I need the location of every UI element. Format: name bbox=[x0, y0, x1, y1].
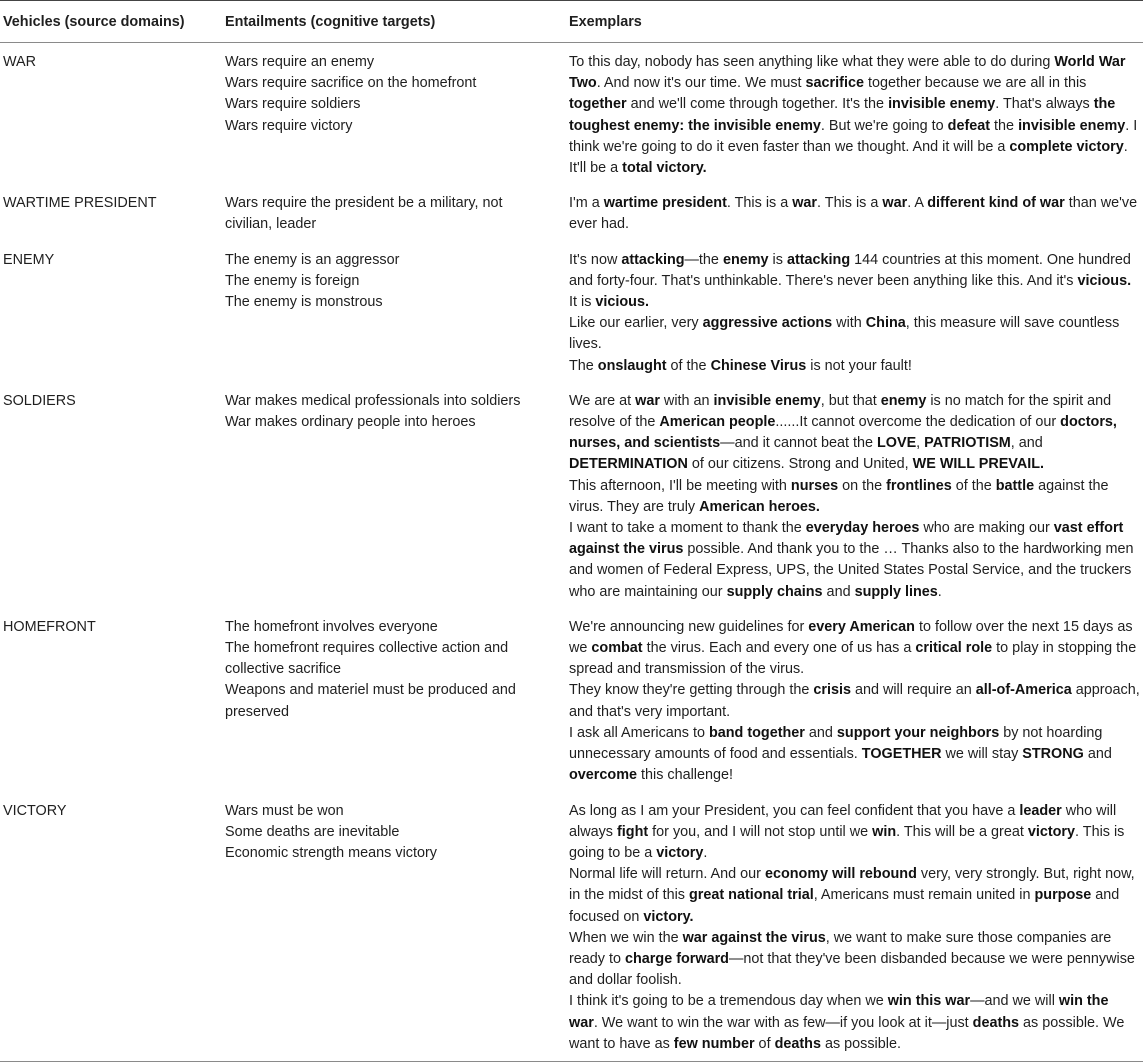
exemplar-text: by not hoarding unnecessary amounts of food and essentials. bbox=[569, 724, 1103, 763]
bold-phrase: invisible enemy bbox=[1018, 117, 1126, 134]
bold-phrase: World War Two bbox=[569, 54, 1126, 92]
header-exemplars: Exemplars bbox=[566, 1, 1143, 43]
table-row bbox=[0, 608, 1143, 792]
exemplars-cell bbox=[566, 241, 1143, 382]
bold-phrase: complete victory bbox=[1009, 138, 1124, 155]
bold-phrase: together bbox=[569, 96, 627, 113]
exemplar-text: and bbox=[1083, 746, 1112, 763]
vehicle-cell: HOMEFRONT bbox=[3, 618, 96, 635]
vehicle-cell: ENEMY bbox=[3, 251, 55, 268]
exemplar-text: . bbox=[937, 583, 942, 600]
exemplar-text: As long as I am your President, you can feel confident that you have a bbox=[569, 802, 1020, 819]
entailment-item: Wars require sacrifice on the homefront bbox=[225, 75, 477, 92]
exemplar-paragraph bbox=[569, 356, 1141, 377]
entailments-cell bbox=[222, 792, 566, 1062]
exemplar-text: This afternoon, I'll be meeting with bbox=[569, 477, 791, 494]
entailment-item: The homefront requires collective action and collective sacrifice bbox=[225, 640, 509, 678]
entailment-item: Wars require the president be a military, not civilian, leader bbox=[225, 195, 503, 233]
bold-phrase: war against the virus bbox=[682, 929, 826, 946]
exemplar-text: who will always bbox=[569, 802, 1117, 840]
bold-phrase: vast effort against the virus bbox=[569, 520, 1124, 558]
exemplar-text: of the bbox=[666, 357, 711, 374]
bold-phrase: vicious. bbox=[595, 294, 649, 311]
exemplar-text: of bbox=[754, 1035, 775, 1052]
exemplar-text: with bbox=[832, 315, 866, 332]
exemplar-paragraph bbox=[569, 617, 1141, 681]
exemplar-text: of our citizens. Strong and United, bbox=[687, 456, 913, 473]
bold-phrase: great national trial bbox=[688, 887, 814, 904]
exemplar-text: of the bbox=[951, 477, 996, 494]
exemplar-text: and we'll come through together. It's the bbox=[626, 96, 889, 113]
bold-phrase: frontlines bbox=[886, 477, 952, 494]
exemplar-paragraph bbox=[569, 518, 1141, 603]
exemplar-text: against the virus. They are truly bbox=[569, 477, 1109, 515]
entailment-item: Wars require victory bbox=[225, 117, 353, 134]
exemplar-paragraph bbox=[569, 476, 1141, 518]
entailment-item: War makes ordinary people into heroes bbox=[225, 414, 476, 431]
bold-phrase: enemy bbox=[722, 251, 769, 268]
bold-phrase: victory bbox=[1027, 823, 1076, 840]
exemplar-paragraph bbox=[569, 864, 1141, 928]
exemplar-text: very, very strongly. But, right now, in the midst of this bbox=[569, 866, 1135, 904]
table-row bbox=[0, 241, 1143, 382]
exemplar-text: When we win the bbox=[569, 929, 683, 946]
exemplar-text: . This is going to be a bbox=[569, 823, 1125, 861]
exemplar-text: and bbox=[822, 583, 855, 600]
bold-phrase: combat bbox=[591, 640, 643, 657]
exemplar-text: They know they're getting through the bbox=[569, 682, 814, 699]
bold-phrase: war bbox=[882, 195, 908, 212]
exemplar-text: , Americans must remain united in bbox=[813, 887, 1035, 904]
exemplar-paragraph bbox=[569, 680, 1141, 722]
exemplar-text: . A bbox=[907, 195, 928, 212]
exemplar-text: To this day, nobody has seen anything like what they were able to do during bbox=[569, 54, 1055, 70]
header-row bbox=[0, 1, 1143, 43]
entailments-cell bbox=[222, 241, 566, 382]
bold-phrase: victory bbox=[656, 844, 704, 861]
bold-phrase: STRONG bbox=[1022, 746, 1084, 763]
exemplar-text: together because we are all in this bbox=[863, 75, 1087, 92]
exemplar-text: than we've ever had. bbox=[569, 195, 1138, 233]
table-row bbox=[0, 792, 1143, 1062]
exemplar-paragraph bbox=[569, 991, 1141, 1055]
bold-phrase: all-of-America bbox=[975, 682, 1072, 699]
exemplar-text: and bbox=[804, 724, 837, 741]
bold-phrase: deaths bbox=[972, 1014, 1020, 1031]
exemplar-text: . I think we're going to do it even faster than we thought. And it will be a bbox=[569, 117, 1138, 155]
exemplar-text: as possible. bbox=[820, 1035, 901, 1052]
exemplar-text: approach, and that's very important. bbox=[569, 682, 1140, 720]
table-header bbox=[0, 1, 1143, 43]
exemplar-text: with an bbox=[659, 392, 714, 409]
bold-phrase: attacking bbox=[786, 251, 851, 268]
exemplar-text: to follow over the next 15 days as we bbox=[569, 618, 1133, 657]
entailment-item: The homefront involves everyone bbox=[225, 618, 438, 635]
bold-phrase: victory. bbox=[643, 908, 694, 925]
entailment-item: War makes medical professionals into soldiers bbox=[225, 392, 521, 409]
exemplar-text: The bbox=[569, 357, 598, 374]
exemplar-text: —not that they've been disbanded because we were pennywise and dollar foolish. bbox=[569, 950, 1135, 989]
bold-phrase: DETERMINATION bbox=[569, 456, 688, 473]
exemplar-text: I ask all Americans to bbox=[569, 724, 709, 741]
bold-phrase: win bbox=[872, 823, 897, 840]
exemplar-text: and focused on bbox=[569, 887, 1120, 925]
exemplar-text: who are making our bbox=[919, 520, 1054, 537]
bold-phrase: sacrifice bbox=[805, 75, 864, 92]
bold-phrase: onslaught bbox=[597, 357, 667, 374]
exemplar-text: Like our earlier, very bbox=[569, 315, 703, 332]
bold-phrase: purpose bbox=[1034, 887, 1092, 904]
exemplars-cell bbox=[566, 184, 1143, 240]
exemplar-text: . This will be a great bbox=[896, 823, 1028, 840]
bold-phrase: nurses bbox=[790, 477, 839, 494]
bold-phrase: aggressive actions bbox=[702, 315, 833, 332]
exemplar-text: —and we will bbox=[970, 993, 1059, 1010]
exemplar-text: . And now it's our time. We must bbox=[596, 75, 806, 92]
bold-phrase: attacking bbox=[621, 251, 685, 268]
bold-phrase: support your neighbors bbox=[836, 724, 1000, 741]
exemplar-text: . But we're going to bbox=[820, 117, 948, 134]
bold-phrase: leader bbox=[1019, 802, 1062, 819]
entailments-cell bbox=[222, 608, 566, 792]
exemplar-text: . This is a bbox=[726, 195, 793, 212]
header-vehicles: Vehicles (source domains) bbox=[0, 1, 222, 43]
exemplar-text: 144 countries at this moment. One hundred and forty-four. That's unthinkable. There's never been anything like this. And it's bbox=[569, 251, 1131, 289]
exemplar-text: for you, and I will not stop until we bbox=[648, 823, 873, 840]
exemplar-text: I want to take a moment to thank the bbox=[569, 520, 806, 537]
bold-phrase: overcome bbox=[569, 767, 637, 784]
entailment-item: Wars must be won bbox=[225, 802, 344, 819]
bold-phrase: deaths bbox=[774, 1035, 821, 1052]
exemplar-paragraph bbox=[569, 250, 1141, 314]
entailments-cell bbox=[222, 43, 566, 185]
exemplar-text: this challenge! bbox=[637, 767, 733, 784]
bold-phrase: PATRIOTISM bbox=[924, 435, 1011, 452]
bold-phrase: war bbox=[792, 195, 818, 212]
exemplar-text: is bbox=[768, 251, 787, 268]
bold-phrase: win the war bbox=[569, 993, 1109, 1031]
vehicle-cell: VICTORY bbox=[0, 792, 222, 1062]
bold-phrase: different kind of war bbox=[927, 195, 1065, 212]
exemplar-text: ......It cannot overcome the dedication of our bbox=[775, 414, 1061, 431]
entailment-item: The enemy is an aggressor bbox=[225, 251, 400, 268]
exemplar-paragraph bbox=[569, 723, 1141, 787]
exemplar-text: , we want to make sure those companies are ready to bbox=[569, 929, 1112, 967]
bold-phrase: war bbox=[635, 392, 660, 409]
bold-phrase: China bbox=[865, 315, 906, 332]
table-row bbox=[0, 184, 1143, 240]
bold-phrase: battle bbox=[995, 477, 1035, 494]
bold-phrase: fight bbox=[617, 823, 649, 840]
exemplar-text: . That's always bbox=[995, 96, 1094, 113]
exemplar-text: , bbox=[916, 435, 925, 452]
exemplar-text: the virus. Each and every one of us has a bbox=[642, 640, 916, 657]
bold-phrase: win this war bbox=[887, 993, 971, 1010]
bold-phrase: few number bbox=[673, 1035, 755, 1052]
exemplar-text: is no match for the spirit and resolve of the bbox=[569, 392, 1112, 431]
table-row bbox=[0, 43, 1143, 185]
bold-phrase: every American bbox=[808, 618, 915, 635]
exemplar-text: the bbox=[990, 117, 1019, 134]
vehicle-cell: WAR bbox=[3, 54, 37, 70]
exemplar-paragraph bbox=[569, 928, 1141, 992]
table-row bbox=[0, 382, 1143, 608]
exemplars-cell bbox=[566, 792, 1143, 1062]
exemplar-text: and will require an bbox=[850, 682, 976, 699]
bold-phrase: crisis bbox=[813, 682, 851, 699]
bold-phrase: Chinese Virus bbox=[710, 357, 807, 374]
exemplar-text: . We want to win the war with as few—if you look at it—just bbox=[593, 1014, 973, 1031]
exemplar-paragraph bbox=[569, 313, 1141, 355]
bold-phrase: TOGETHER bbox=[861, 746, 942, 763]
bold-phrase: critical role bbox=[915, 640, 993, 657]
exemplar-text: It's now bbox=[569, 251, 622, 268]
entailment-item: Economic strength means victory bbox=[225, 844, 437, 861]
bold-phrase: total victory. bbox=[622, 160, 707, 177]
bold-phrase: doctors, nurses, and scientists bbox=[569, 414, 1117, 452]
exemplar-text: on the bbox=[838, 477, 887, 494]
vehicle-cell: WARTIME PRESIDENT bbox=[3, 195, 157, 212]
exemplar-text: possible. And thank you to the … Thanks also to the hardworking men and women of Federal Express, UPS, the United States Postal Service, and the truckers who are maintaining our bbox=[569, 541, 1134, 600]
exemplar-text: It is bbox=[569, 294, 596, 311]
entailment-item: Wars require an enemy bbox=[225, 54, 375, 70]
exemplar-text: we will stay bbox=[941, 746, 1023, 763]
entailment-item: Wars require soldiers bbox=[225, 96, 361, 113]
entailments-cell bbox=[222, 184, 566, 240]
exemplar-paragraph bbox=[569, 52, 1141, 179]
exemplar-paragraph bbox=[569, 801, 1141, 865]
bold-phrase: supply chains bbox=[726, 583, 823, 600]
bold-phrase: enemy bbox=[880, 392, 927, 409]
bold-phrase: wartime president bbox=[603, 195, 727, 212]
exemplar-text: to play in stopping the spread and transmission of the virus. bbox=[569, 640, 1137, 678]
exemplars-cell bbox=[566, 43, 1143, 185]
bold-phrase: American people bbox=[659, 414, 776, 431]
exemplar-text: —the bbox=[684, 251, 723, 268]
exemplar-text: I'm a bbox=[569, 195, 604, 212]
header-entailments: Entailments (cognitive targets) bbox=[222, 1, 566, 43]
bold-phrase: band together bbox=[708, 724, 805, 741]
exemplar-text: . This is a bbox=[817, 195, 883, 212]
exemplars-cell bbox=[566, 382, 1143, 608]
entailments-cell bbox=[222, 382, 566, 608]
entailment-item: Some deaths are inevitable bbox=[225, 823, 400, 840]
bold-phrase: economy will rebound bbox=[764, 866, 917, 883]
bold-phrase: the toughest enemy: the invisible enemy bbox=[569, 96, 1116, 134]
exemplars-cell bbox=[566, 608, 1143, 792]
exemplar-paragraph bbox=[569, 193, 1141, 235]
bold-phrase: everyday heroes bbox=[805, 520, 920, 537]
bold-phrase: American heroes. bbox=[699, 498, 820, 515]
exemplar-text: I think it's going to be a tremendous day when we bbox=[569, 993, 888, 1010]
entailment-item: Weapons and materiel must be produced and preserved bbox=[225, 682, 516, 720]
exemplar-text: , but that bbox=[820, 392, 881, 409]
exemplar-text: , and bbox=[1010, 435, 1043, 452]
exemplar-paragraph bbox=[569, 391, 1141, 476]
bold-phrase: charge forward bbox=[625, 950, 729, 967]
exemplar-text: We are at bbox=[569, 392, 636, 409]
table-body bbox=[0, 43, 1143, 1062]
exemplar-text: . bbox=[703, 844, 708, 861]
exemplar-text: as possible. We want to have as bbox=[569, 1014, 1125, 1052]
bold-phrase: supply lines bbox=[854, 583, 938, 600]
entailment-item: The enemy is foreign bbox=[225, 272, 360, 289]
bold-phrase: invisible enemy bbox=[713, 392, 821, 409]
bold-phrase: LOVE bbox=[876, 435, 917, 452]
exemplar-text: Normal life will return. And our bbox=[569, 866, 765, 883]
exemplar-text: , this measure will save countless lives. bbox=[569, 315, 1120, 353]
exemplar-text: We're announcing new guidelines for bbox=[569, 618, 809, 635]
entailment-item: The enemy is monstrous bbox=[225, 294, 383, 311]
vehicle-cell: SOLDIERS bbox=[3, 392, 76, 409]
bold-phrase: vicious. bbox=[1077, 272, 1132, 289]
exemplar-text: . It'll be a bbox=[569, 138, 1128, 177]
bold-phrase: WE WILL PREVAIL. bbox=[912, 456, 1045, 473]
bold-phrase: defeat bbox=[947, 117, 991, 134]
exemplar-text: —and it cannot beat the bbox=[720, 435, 877, 452]
bold-phrase: invisible enemy bbox=[888, 96, 996, 113]
exemplar-text: is not your fault! bbox=[806, 357, 912, 374]
